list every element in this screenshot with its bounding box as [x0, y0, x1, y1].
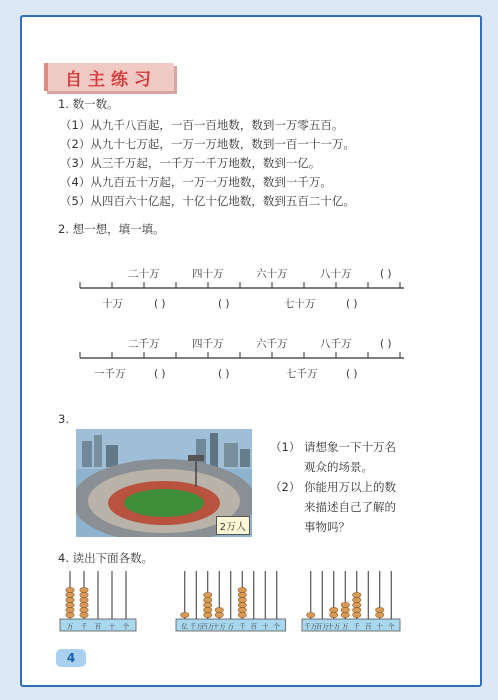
- q1-item-3: （3）从三千万起，一千万一千万地数，数到一亿。: [60, 156, 321, 170]
- nl2-bottom-3[interactable]: ( ): [218, 368, 230, 380]
- abacus-group: [22, 565, 480, 635]
- photo-badge: 2万人: [216, 516, 250, 535]
- abacus-place-label: 千: [80, 622, 88, 631]
- nl1-bottom-1: 十万: [102, 298, 123, 310]
- abacus-place-label: 百: [94, 622, 102, 631]
- abacus-place-label: 万: [66, 622, 74, 631]
- abacus-bead: [80, 587, 88, 592]
- q3-item-2-line-3: 事物吗？: [304, 520, 350, 534]
- abacus-bead: [353, 607, 361, 612]
- nl1-top-4: 八十万: [320, 268, 352, 280]
- abacus-bead: [238, 612, 246, 617]
- abacus-place-label: 万: [342, 622, 349, 631]
- abacus-3: [302, 571, 400, 631]
- abacus-place-label: 千: [353, 622, 360, 631]
- abacus-bead: [181, 612, 189, 617]
- q3-item-2-line-2: 来描述自己了解的: [304, 500, 396, 514]
- nl1-top-2: 四十万: [192, 268, 224, 280]
- q1-item-1: （1）从九千八百起，一百一百地数，数到一万零五百。: [60, 118, 344, 132]
- nl2-bottom-2[interactable]: ( ): [154, 368, 166, 380]
- abacus-place-label: 十: [376, 622, 383, 631]
- q3-item-2-line-1: 你能用万以上的数: [304, 480, 396, 494]
- abacus-place-label: 个: [273, 622, 280, 631]
- abacus-place-label: 十: [108, 622, 116, 631]
- abacus-bead: [353, 597, 361, 602]
- abacus-bead: [66, 592, 74, 597]
- abacus-bead: [204, 592, 212, 597]
- abacus-place-label: 十: [262, 622, 269, 631]
- nl2-top-3: 六千万: [256, 338, 288, 350]
- abacus-place-label: 十万: [212, 622, 226, 631]
- abacus-bead: [238, 602, 246, 607]
- abacus-1: [60, 571, 136, 631]
- q1-item-5: （5）从四百六十亿起，十亿十亿地数，数到五百二十亿。: [60, 194, 355, 208]
- abacus-bead: [66, 597, 74, 602]
- nl1-bottom-2[interactable]: ( ): [154, 298, 166, 310]
- nl2-top-4: 八千万: [320, 338, 352, 350]
- abacus-place-label: 个: [122, 622, 130, 631]
- abacus-bead: [330, 607, 338, 612]
- abacus-bead: [215, 612, 223, 617]
- abacus-bead: [238, 597, 246, 602]
- abacus-bead: [80, 612, 88, 617]
- abacus-bead: [353, 602, 361, 607]
- q1-item-4: （4）从九百五十万起，一万一万地数，数到一千万。: [60, 175, 332, 189]
- abacus-bead: [341, 602, 349, 607]
- abacus-bead: [204, 607, 212, 612]
- abacus-bead: [215, 607, 223, 612]
- abacus-bead: [204, 602, 212, 607]
- q2-label: 2. 想一想，填一填。: [58, 222, 165, 236]
- nl2-top-2: 四千万: [192, 338, 224, 350]
- nl1-bottom-3[interactable]: ( ): [218, 298, 230, 310]
- abacus-place-label: 亿: [181, 622, 188, 631]
- nl2-top-5[interactable]: ( ): [380, 338, 392, 350]
- abacus-bead: [353, 612, 361, 617]
- nl2-bottom-1: 一千万: [94, 368, 126, 380]
- abacus-bead: [66, 607, 74, 612]
- nl1-bottom-4: 七十万: [284, 298, 316, 310]
- abacus-place-label: 千: [239, 622, 246, 631]
- abacus-bead: [353, 592, 361, 597]
- nl1-top-5[interactable]: ( ): [380, 268, 392, 280]
- abacus-bead: [80, 607, 88, 612]
- nl1-top-3: 六十万: [256, 268, 288, 280]
- abacus-bead: [238, 587, 246, 592]
- abacus-place-label: 个: [388, 622, 395, 631]
- q3-item-1-line-2: 观众的场景。: [304, 460, 373, 474]
- nl2-bottom-4: 七千万: [286, 368, 318, 380]
- nl1-top-1: 二十万: [128, 268, 160, 280]
- q3-label: 3.: [58, 412, 69, 426]
- abacus-bead: [330, 612, 338, 617]
- abacus-bead: [307, 612, 315, 617]
- stadium-photo: [76, 429, 252, 537]
- abacus-bead: [66, 602, 74, 607]
- abacus-bead: [341, 607, 349, 612]
- nl2-bottom-5[interactable]: ( ): [346, 368, 358, 380]
- abacus-bead: [376, 612, 384, 617]
- abacus-bead: [80, 602, 88, 607]
- q1-item-2: （2）从九十七万起，一万一万地数，数到一百一十一万。: [60, 137, 355, 151]
- page-number: 4: [56, 649, 86, 667]
- number-lines: [22, 17, 480, 387]
- abacus-bead: [204, 612, 212, 617]
- abacus-place-label: 百: [365, 622, 372, 631]
- abacus-bead: [204, 597, 212, 602]
- abacus-bead: [80, 597, 88, 602]
- abacus-bead: [238, 592, 246, 597]
- q3-item-1-line-1: 请想象一下十万名: [304, 440, 396, 454]
- nl2-top-1: 二千万: [128, 338, 160, 350]
- abacus-2: [176, 571, 286, 631]
- abacus-place-label: 十万: [327, 622, 341, 631]
- abacus-place-label: 百: [250, 622, 257, 631]
- abacus-bead: [238, 607, 246, 612]
- abacus-bead: [80, 592, 88, 597]
- abacus-bead: [66, 587, 74, 592]
- abacus-bead: [66, 612, 74, 617]
- section-title: 自主练习: [44, 63, 174, 91]
- textbook-page: [20, 15, 482, 687]
- abacus-place-label: 百万: [201, 622, 215, 631]
- abacus-place-label: 千万: [189, 622, 203, 631]
- abacus-place-label: 百万: [315, 622, 329, 631]
- abacus-bead: [341, 612, 349, 617]
- q3-item-1-num: （1）: [270, 440, 301, 454]
- q3-item-2-num: （2）: [270, 480, 301, 494]
- q1-label: 1. 数一数。: [58, 97, 119, 111]
- q4-label: 4. 读出下面各数。: [58, 551, 154, 565]
- abacus-place-label: 千万: [304, 622, 318, 631]
- abacus-place-label: 万: [227, 622, 234, 631]
- nl1-bottom-5[interactable]: ( ): [346, 298, 358, 310]
- abacus-bead: [376, 607, 384, 612]
